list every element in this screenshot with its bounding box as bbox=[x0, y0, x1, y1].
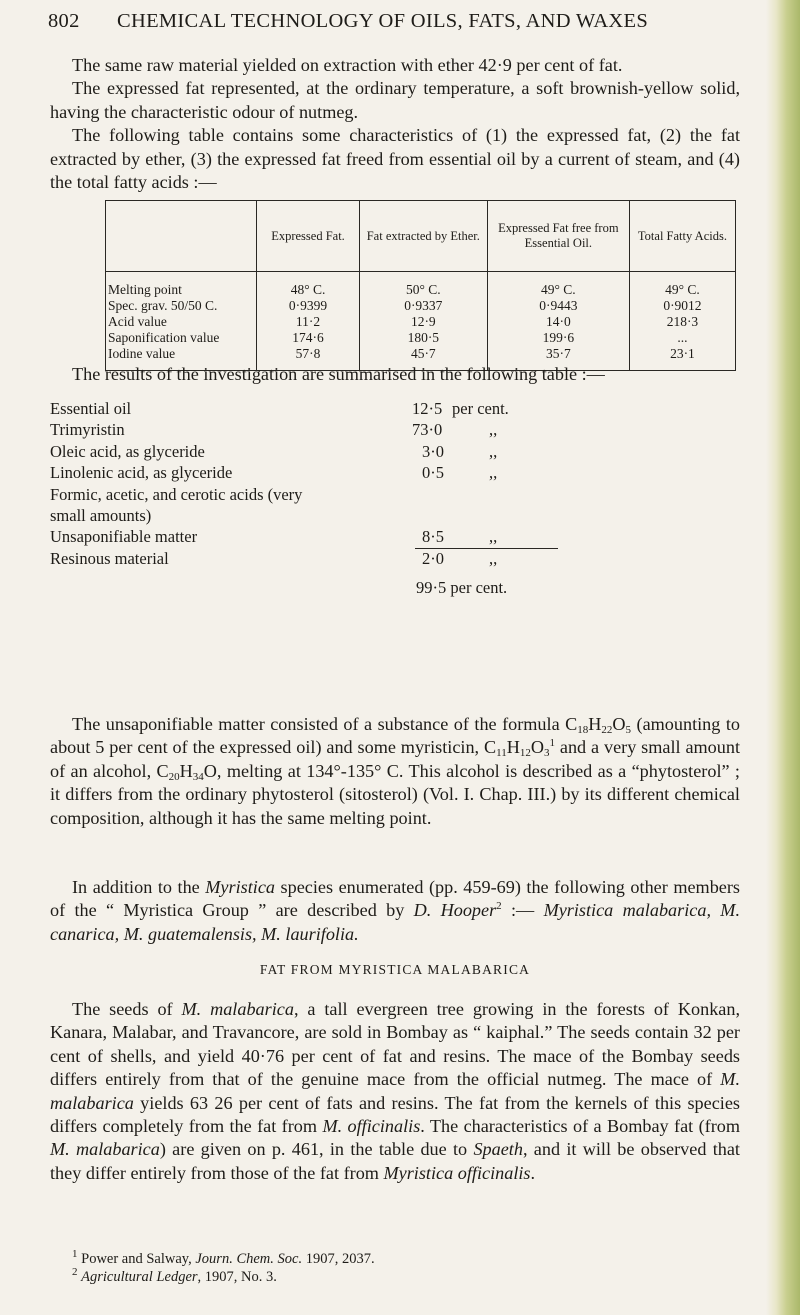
text-run: O bbox=[530, 737, 544, 758]
table-cell: ... bbox=[629, 330, 735, 346]
table-cell: 45·7 bbox=[359, 346, 487, 371]
component-unit: per cent. bbox=[452, 399, 509, 418]
row-label: Iodine value bbox=[106, 346, 257, 371]
table-cell: 180·5 bbox=[359, 330, 487, 346]
running-title: CHEMICAL TECHNOLOGY OF OILS, FATS, AND WAXES bbox=[117, 10, 649, 32]
component-value: 73·0 bbox=[412, 420, 443, 440]
table-row bbox=[106, 330, 736, 346]
component-unit: ,, bbox=[489, 463, 498, 483]
journal-title: Journ. Chem. Soc. bbox=[195, 1251, 303, 1267]
text-run: H bbox=[588, 714, 602, 734]
table-header-cell: Expressed Fat free from Essential Oil. bbox=[487, 201, 629, 272]
component-name: Essential oil bbox=[50, 399, 132, 418]
table-cell: 48° C. bbox=[257, 272, 360, 299]
subscript: 3 bbox=[544, 747, 550, 760]
footnote-2 bbox=[72, 1268, 740, 1286]
component-name: Unsaponifiable matter bbox=[50, 527, 198, 547]
table-row bbox=[106, 314, 736, 330]
text-run: , 1907, No. 3. bbox=[197, 1269, 277, 1285]
text-run: , melting at 134°-135° C. This alcohol is described as a “phytosterol” ; it differs from the ordinary phytosterol (sitosterol) (Vol. I. Chap. III.) by its different chemical composition, although it has the same melting point. bbox=[50, 760, 740, 828]
table-cell: 199·6 bbox=[487, 330, 629, 346]
component-name: Formic, acetic, and cerotic acids (very bbox=[50, 484, 303, 504]
text-run: H bbox=[179, 760, 193, 781]
composition-total: 99·5 per cent. bbox=[416, 578, 508, 598]
italic-term: Spaeth bbox=[473, 1139, 523, 1160]
component-unit: ,, bbox=[489, 441, 498, 461]
table-row bbox=[106, 298, 736, 314]
species-list: Myristica malabarica, M. canarica, M. guatemalensis, M. laurifolia. bbox=[50, 900, 740, 944]
table-cell: 0·9012 bbox=[629, 298, 735, 314]
component-name: small amounts) bbox=[50, 505, 152, 525]
text-run: , and it will be observed that they differ entirely from those of the fat from bbox=[50, 1139, 740, 1183]
subscript: 12 bbox=[519, 747, 531, 760]
component-unit: ,, bbox=[489, 548, 498, 568]
text-run: O bbox=[612, 714, 626, 734]
text-run: . The characteristics of a Bombay fat (from bbox=[420, 1116, 740, 1137]
page-number: 802 bbox=[48, 10, 80, 32]
italic-term: M. malabarica bbox=[50, 1069, 740, 1113]
subscript: 5 bbox=[625, 724, 632, 736]
intro-text bbox=[50, 54, 740, 194]
table-header-cell: Expressed Fat. bbox=[257, 201, 360, 272]
italic-term: M. malabarica bbox=[50, 1139, 160, 1160]
row-label: Saponification value bbox=[106, 330, 257, 346]
subscript: 34 bbox=[192, 770, 204, 783]
table-cell: 0·9399 bbox=[257, 298, 360, 314]
italic-term: D. Hooper bbox=[413, 900, 497, 921]
results-intro: The results of the investigation are summarised in the following table :— bbox=[72, 364, 605, 384]
table-header-cell bbox=[106, 201, 257, 272]
table-cell: 57·8 bbox=[257, 346, 360, 371]
page-edge-stain bbox=[766, 0, 800, 1315]
myristica-paragraph bbox=[50, 876, 740, 946]
text-run: Power and Salway, bbox=[77, 1251, 196, 1267]
footnote-ref: 2 bbox=[496, 900, 502, 913]
results-intro-block bbox=[50, 363, 740, 386]
table-cell: 14·0 bbox=[487, 314, 629, 330]
table-cell: 23·1 bbox=[629, 346, 735, 371]
subscript: 22 bbox=[601, 724, 613, 736]
table-cell: 0·9443 bbox=[487, 298, 629, 314]
myristica-block bbox=[50, 876, 740, 946]
italic-term: Myristica bbox=[205, 877, 275, 897]
text-run: O bbox=[203, 760, 217, 781]
component-name: Oleic acid, as glyceride bbox=[50, 441, 205, 461]
text-run: . bbox=[530, 1162, 536, 1183]
text-run: H bbox=[506, 737, 520, 758]
text-run: , a tall evergreen tree growing in the forests of Konkan, Kanara, Malabar, and Travancore, are sold in Bombay as “ kaiphal.” The seeds contain 32 per cent of shells, and yield 40·76 per cent of fat and resins. The mace of the Bombay seeds differs entirely from that of the genuine mace from the official nutmeg. The mace of bbox=[50, 999, 741, 1090]
section-heading: FAT FROM MYRISTICA MALABARICA bbox=[259, 962, 531, 977]
footnote-1 bbox=[72, 1250, 740, 1268]
journal-title: Agricultural Ledger bbox=[81, 1269, 198, 1285]
text-run: The seeds of bbox=[72, 999, 182, 1019]
table-row bbox=[106, 272, 736, 299]
component-unit: ,, bbox=[489, 527, 498, 547]
footnote-mark: 1 bbox=[72, 1248, 78, 1261]
intro-paragraph-2: The expressed fat represented, at the ordinary temperature, a soft brownish-yellow solid, having the characteristic odour of nutmeg. bbox=[50, 78, 740, 122]
unsaponifiable-block bbox=[50, 713, 740, 830]
text-run: 1907, 2037. bbox=[302, 1251, 375, 1267]
text-run: species enumerated (pp. 459-69) the following other members of the “ Myristica Group ” are described by bbox=[50, 877, 741, 921]
italic-term: M. officinalis bbox=[322, 1116, 421, 1137]
text-run: (amounting to about 5 per cent of the expressed oil) and some myristicin, C bbox=[50, 714, 740, 758]
footnote-ref: 1 bbox=[549, 737, 555, 750]
text-run: In addition to the bbox=[72, 877, 206, 897]
table-cell: 49° C. bbox=[487, 272, 629, 299]
intro-paragraph-1: The same raw material yielded on extraction with ether 42·9 per cent of fat. bbox=[72, 55, 623, 75]
table-cell: 50° C. bbox=[359, 272, 487, 299]
intro-paragraph-3: The following table contains some characteristics of (1) the expressed fat, (2) the fat extracted by ether, (3) the expressed fat freed from essential oil by a current of steam, and (4) the total fatty acids :— bbox=[50, 125, 740, 193]
text-run: yields 63 26 per cent of fats and resins. The fat from the kernels of this species differs completely from the fat from bbox=[50, 1092, 740, 1137]
component-unit: ,, bbox=[489, 420, 498, 440]
table-cell: 49° C. bbox=[629, 272, 735, 299]
component-value: 3·0 bbox=[422, 441, 444, 461]
seeds-paragraph bbox=[50, 998, 740, 1185]
table-cell: 218·3 bbox=[629, 314, 735, 330]
component-value: 12·5 bbox=[412, 399, 443, 418]
text-run: and a very small amount of an alcohol, C bbox=[50, 737, 741, 781]
subscript: 20 bbox=[168, 770, 180, 783]
component-value: 2·0 bbox=[422, 548, 444, 568]
table-cell: 174·6 bbox=[257, 330, 360, 346]
footnotes bbox=[72, 1250, 740, 1286]
seeds-block bbox=[50, 998, 740, 1185]
text-run: ) are given on p. 461, in the table due to bbox=[159, 1139, 474, 1160]
component-value: 0·5 bbox=[422, 463, 444, 483]
component-name: Resinous material bbox=[50, 548, 169, 568]
component-name: Linolenic acid, as glyceride bbox=[50, 463, 233, 483]
component-value: 8·5 bbox=[422, 527, 444, 547]
text-run: :— bbox=[501, 900, 535, 921]
table-cell: 35·7 bbox=[487, 346, 629, 371]
row-label: Melting point bbox=[106, 272, 257, 299]
italic-term: M. malabarica bbox=[181, 999, 294, 1019]
row-label: Spec. grav. 50/50 C. bbox=[106, 298, 257, 314]
table-cell: 12·9 bbox=[359, 314, 487, 330]
characteristics-table bbox=[105, 200, 736, 371]
unsaponifiable-paragraph bbox=[50, 713, 740, 830]
table-header-cell: Total Fatty Acids. bbox=[629, 201, 735, 272]
subscript: 18 bbox=[577, 724, 589, 736]
component-name: Trimyristin bbox=[50, 420, 125, 440]
table-header-row bbox=[106, 201, 736, 272]
text-run: The unsaponifiable matter consisted of a substance of the formula C bbox=[72, 714, 578, 734]
italic-term: Myristica officinalis bbox=[383, 1162, 531, 1183]
table-cell: 11·2 bbox=[257, 314, 360, 330]
footnote-mark: 2 bbox=[72, 1266, 78, 1279]
row-label: Acid value bbox=[106, 314, 257, 330]
table-cell: 0·9337 bbox=[359, 298, 487, 314]
table-header-cell: Fat extracted by Ether. bbox=[359, 201, 487, 272]
subscript: 11 bbox=[496, 747, 507, 760]
total-rule bbox=[415, 548, 558, 549]
